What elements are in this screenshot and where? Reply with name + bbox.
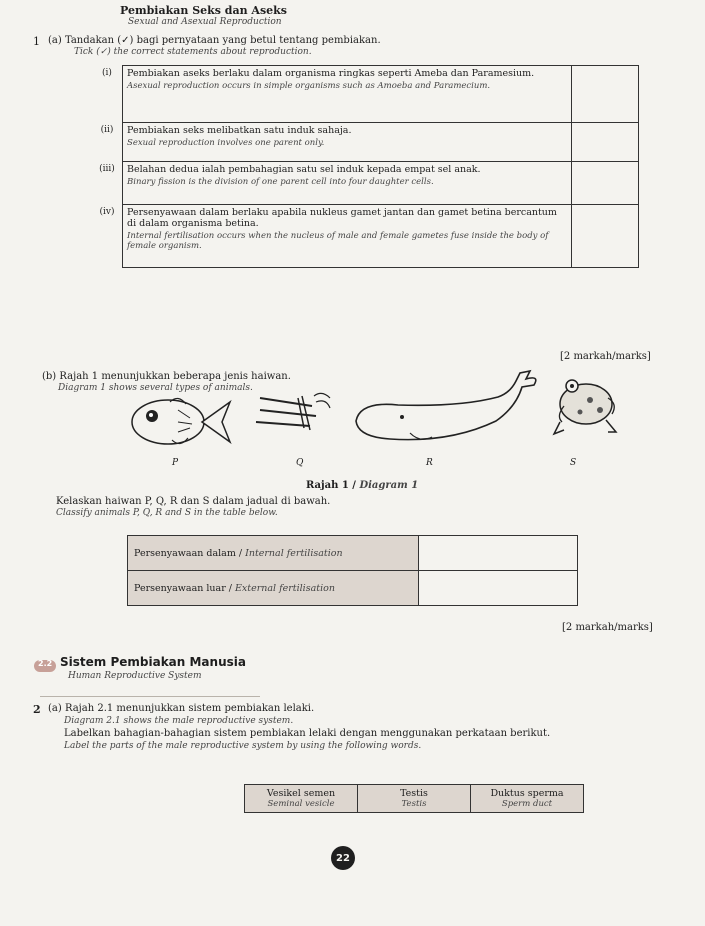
statement-row bbox=[92, 123, 639, 162]
word-ms: Testis bbox=[400, 788, 428, 799]
word-bank-item bbox=[358, 785, 471, 813]
frog-illustration bbox=[550, 370, 620, 440]
marks-label: [2 markah/marks] bbox=[562, 622, 653, 633]
plant-illustration bbox=[252, 388, 332, 438]
statement-row bbox=[92, 205, 639, 268]
classify-instruction: Kelaskan haiwan P, Q, R dan S dalam jadual di bawah. bbox=[56, 496, 331, 507]
statement-number: (i) bbox=[102, 67, 112, 78]
statement-number: (iv) bbox=[99, 206, 115, 217]
statement-text bbox=[123, 162, 572, 205]
statement-text-ms: Persenyawaan dalam berlaku apabila nukleus gamet jantan dan gamet betina bercantum di dalam organisma betina. bbox=[127, 207, 557, 229]
statement-row bbox=[92, 162, 639, 205]
question-2a-instruction: (a) Rajah 2.1 menunjukkan sistem pembiakan lelaki. bbox=[48, 703, 315, 714]
tick-box[interactable] bbox=[572, 205, 639, 268]
word-bank-table bbox=[244, 784, 584, 813]
statement-text-en: Sexual reproduction involves one parent only. bbox=[127, 138, 325, 148]
classification-label-en: External fertilisation bbox=[234, 582, 335, 594]
word-ms: Duktus sperma bbox=[490, 788, 564, 799]
animal-label-r: R bbox=[426, 458, 433, 468]
statement-text-en: Internal fertilisation occurs when the nucleus of male and female gametes fuse inside the body of female organism. bbox=[127, 231, 549, 251]
diagram-title: Rajah 1 bbox=[306, 480, 349, 491]
label-instruction-en: Label the parts of the male reproductive system by using the following words. bbox=[64, 741, 422, 751]
section-title: Sistem Pembiakan Manusia bbox=[60, 655, 246, 669]
tick-box[interactable] bbox=[572, 162, 639, 205]
classification-table bbox=[127, 535, 578, 606]
classification-label-ms: Persenyawaan dalam bbox=[134, 547, 236, 559]
animal-label-s: S bbox=[570, 458, 577, 468]
question-1b-instruction: (b) Rajah 1 menunjukkan beberapa jenis haiwan. bbox=[42, 371, 291, 382]
question-2a-instruction-en: Diagram 2.1 shows the male reproductive system. bbox=[64, 716, 294, 726]
word-ms: Vesikel semen bbox=[266, 788, 336, 799]
question-2-number: 2 bbox=[33, 703, 41, 716]
animal-label-q: Q bbox=[296, 458, 304, 468]
diagram-title-en: Diagram 1 bbox=[359, 480, 419, 491]
marks-label: [2 markah/marks] bbox=[560, 351, 651, 362]
statement-text-en: Asexual reproduction occurs in simple organisms such as Amoeba and Paramecium. bbox=[127, 81, 491, 91]
statement-number: (ii) bbox=[100, 124, 114, 135]
question-1b-instruction-en: Diagram 1 shows several types of animals. bbox=[58, 383, 253, 393]
fish-illustration bbox=[118, 392, 238, 452]
chapter-title: Pembiakan Seks dan Aseks bbox=[120, 4, 287, 17]
word-bank-item bbox=[245, 785, 358, 813]
tick-box[interactable] bbox=[572, 123, 639, 162]
classification-row bbox=[128, 571, 578, 606]
chapter-subtitle: Sexual and Asexual Reproduction bbox=[128, 17, 282, 27]
classification-label: Persenyawaan luar / External fertilisation bbox=[128, 571, 419, 606]
animal-label-p: P bbox=[172, 458, 179, 468]
classification-row bbox=[128, 536, 578, 571]
classify-instruction-en: Classify animals P, Q, R and S in the table below. bbox=[56, 508, 278, 518]
word-en: Sperm duct bbox=[501, 799, 553, 809]
classification-label-ms: Persenyawaan luar bbox=[134, 582, 226, 594]
word-bank-item bbox=[471, 785, 584, 813]
classification-label: Persenyawaan dalam / Internal fertilisation bbox=[128, 536, 419, 571]
statement-text-ms: Belahan dedua ialah pembahagian satu sel induk kepada empat sel anak. bbox=[127, 164, 481, 175]
statement-text-ms: Pembiakan seks melibatkan satu induk sahaja. bbox=[127, 125, 352, 136]
statement-text-ms: Pembiakan aseks berlaku dalam organisma ringkas seperti Ameba dan Paramesium. bbox=[127, 68, 535, 79]
section-number: 2.2 bbox=[38, 659, 53, 668]
question-1a-instruction-en: Tick (✓) the correct statements about reproduction. bbox=[74, 47, 312, 57]
statement-number: (iii) bbox=[99, 163, 115, 174]
page-number: 22 bbox=[331, 846, 355, 870]
statement-text bbox=[123, 66, 572, 123]
word-en: Seminal vesicle bbox=[267, 799, 335, 809]
answer-cell[interactable] bbox=[419, 571, 578, 606]
label-instruction: Labelkan bahagian-bahagian sistem pembiakan lelaki dengan menggunakan perkataan berikut. bbox=[64, 728, 551, 739]
statement-row bbox=[92, 66, 639, 123]
tick-box[interactable] bbox=[572, 66, 639, 123]
statements-table bbox=[92, 65, 639, 268]
question-1-number: 1 bbox=[33, 35, 40, 48]
statement-text bbox=[123, 205, 572, 268]
statement-text-en: Binary fission is the division of one parent cell into four daughter cells. bbox=[127, 177, 434, 187]
question-1a-instruction: (a) Tandakan (✓) bagi pernyataan yang betul tentang pembiakan. bbox=[48, 35, 381, 46]
word-en: Testis bbox=[401, 799, 427, 809]
whale-illustration bbox=[350, 367, 540, 447]
section-divider bbox=[40, 696, 260, 697]
classification-label-en: Internal fertilisation bbox=[245, 547, 343, 559]
answer-cell[interactable] bbox=[419, 536, 578, 571]
word-bank-row bbox=[245, 785, 584, 813]
diagram-caption: Rajah 1 / Diagram 1 bbox=[306, 480, 419, 491]
section-subtitle: Human Reproductive System bbox=[68, 671, 202, 681]
statement-text bbox=[123, 123, 572, 162]
